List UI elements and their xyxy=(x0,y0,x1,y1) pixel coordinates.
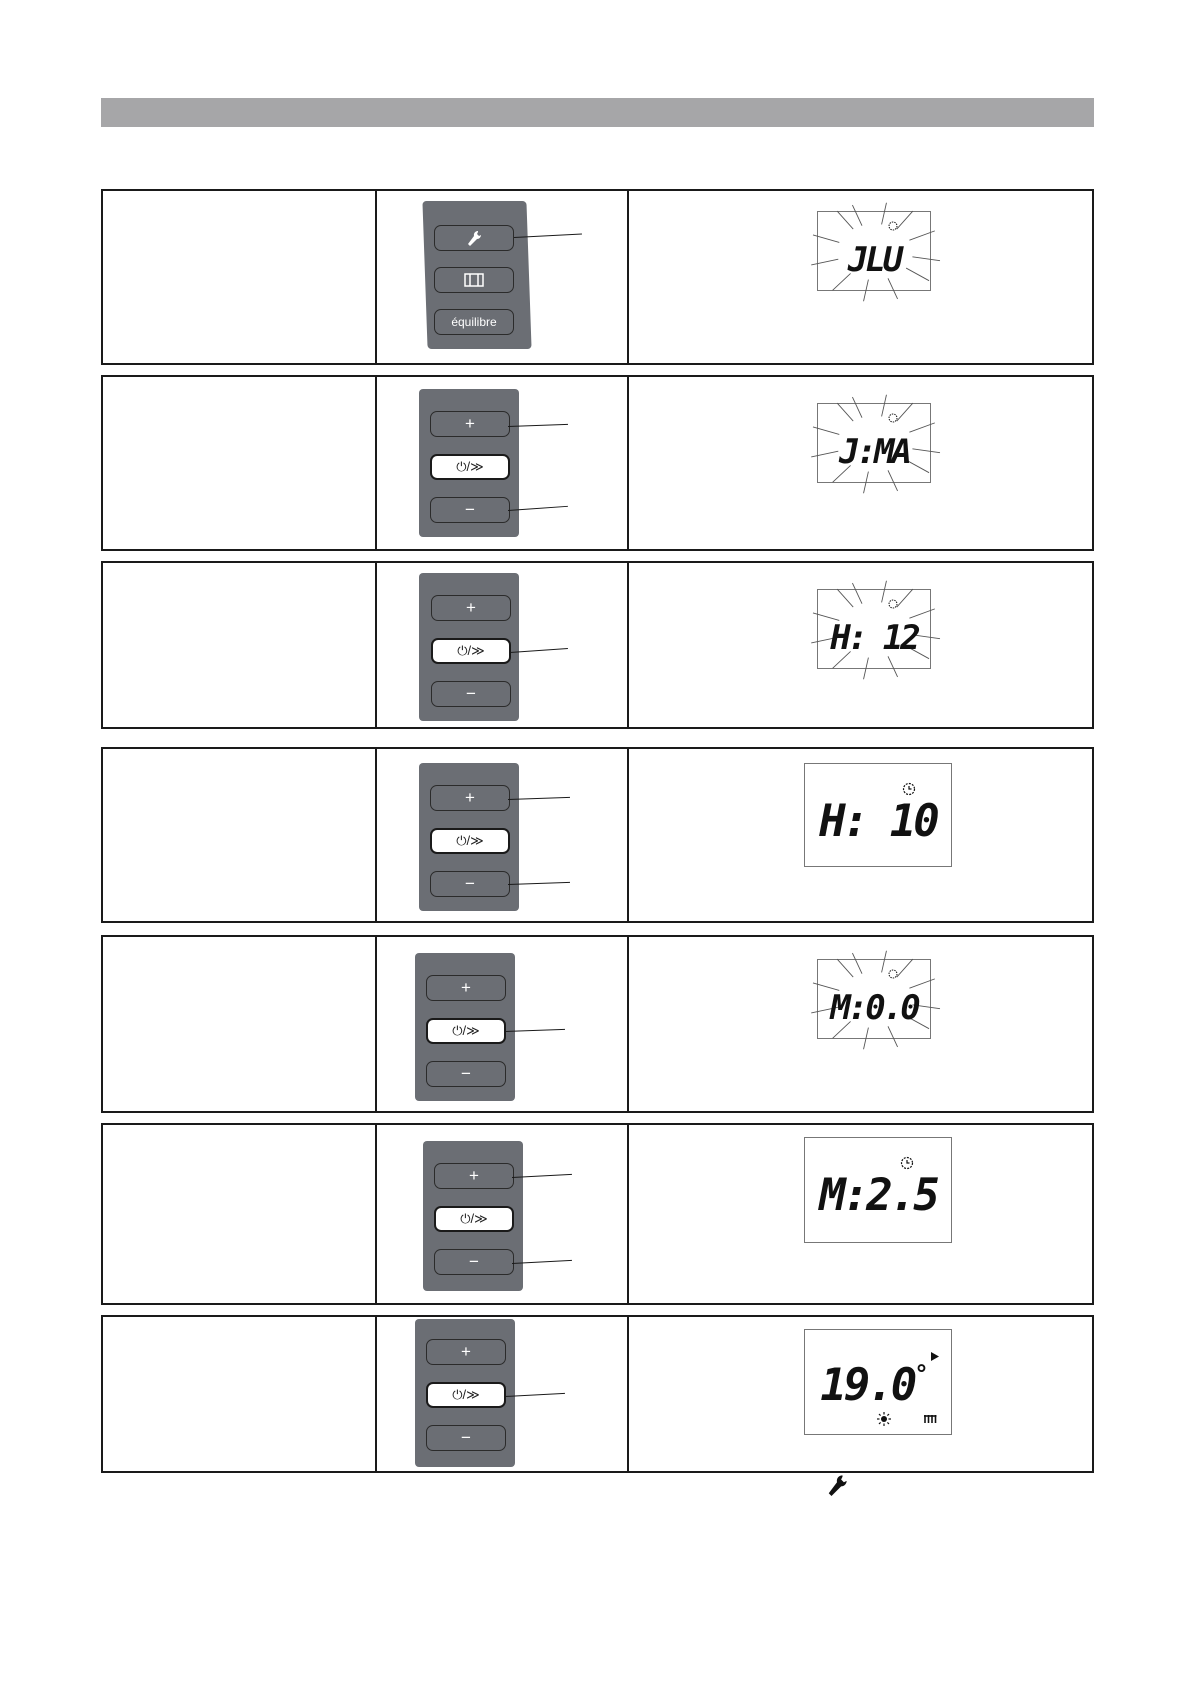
display-cell xyxy=(627,563,1092,727)
plus-button[interactable]: + xyxy=(430,411,510,437)
step-text-cell xyxy=(103,1125,375,1303)
minus-button[interactable]: − xyxy=(430,871,510,897)
step-row-1 xyxy=(101,189,1094,365)
blink-ray xyxy=(864,280,869,302)
window-icon xyxy=(464,273,484,287)
keypad-cell xyxy=(375,377,629,549)
step-text-cell xyxy=(103,937,375,1111)
blink-ray xyxy=(864,658,869,680)
lcd-value: H: 12 xyxy=(830,618,918,658)
step-row-2 xyxy=(101,375,1094,551)
plus-button[interactable]: + xyxy=(434,1163,514,1189)
plus-button[interactable]: + xyxy=(426,975,506,1001)
blink-ray xyxy=(888,1026,898,1047)
step-text-cell xyxy=(103,377,375,549)
power-comfort-button[interactable]: ⏻/≫ xyxy=(426,1018,506,1044)
display-cell xyxy=(627,749,1092,921)
blink-ray xyxy=(897,589,913,607)
wrench-icon xyxy=(826,1472,848,1498)
blink-ray xyxy=(888,470,898,491)
blink-ray xyxy=(897,959,913,977)
lcd-value: M:2.5 xyxy=(819,1170,937,1221)
blink-ray xyxy=(852,953,862,974)
lcd-value: J:MA xyxy=(839,432,909,472)
step-text-cell xyxy=(103,191,375,363)
display-cell xyxy=(627,1125,1092,1303)
blink-ray xyxy=(837,959,853,977)
lcd-value: M:0.0 xyxy=(830,988,918,1028)
blink-ray xyxy=(882,203,887,225)
minus-button[interactable]: − xyxy=(426,1425,506,1451)
blink-ray xyxy=(864,472,869,494)
power-comfort-button[interactable]: ⏻/≫ xyxy=(431,638,511,664)
clock-icon xyxy=(889,970,897,978)
blink-ray xyxy=(852,205,862,226)
blink-ray xyxy=(864,1028,869,1050)
blink-ray xyxy=(837,589,853,607)
minus-button[interactable]: − xyxy=(431,681,511,707)
wrench-icon xyxy=(466,229,482,247)
power-comfort-button[interactable]: ⏻/≫ xyxy=(434,1206,514,1232)
blink-ray xyxy=(837,211,853,229)
lcd-display xyxy=(804,763,952,867)
keypad-cell xyxy=(375,749,629,921)
minus-button[interactable]: − xyxy=(434,1249,514,1275)
step-text-cell xyxy=(103,749,375,921)
keypad-cell xyxy=(375,191,629,363)
blink-ray xyxy=(882,951,887,973)
clock-icon xyxy=(889,222,897,230)
plus-button[interactable]: + xyxy=(426,1339,506,1365)
blink-ray xyxy=(909,231,934,240)
step-text-cell xyxy=(103,1317,375,1471)
blink-ray xyxy=(852,397,862,418)
step-row-5 xyxy=(101,935,1094,1113)
minus-button[interactable]: − xyxy=(430,497,510,523)
step-row-7 xyxy=(101,1315,1094,1473)
lcd-display xyxy=(804,1137,952,1243)
plus-button[interactable]: + xyxy=(431,595,511,621)
blink-ray xyxy=(852,583,862,604)
power-comfort-button[interactable]: ⏻/≫ xyxy=(430,454,510,480)
plus-button[interactable]: + xyxy=(430,785,510,811)
clock-icon xyxy=(889,600,897,608)
keypad-cell xyxy=(375,937,629,1111)
lcd-display xyxy=(817,589,931,669)
lcd-display xyxy=(817,211,931,291)
blink-ray xyxy=(888,656,898,677)
keypad-cell xyxy=(375,1125,629,1303)
blink-ray xyxy=(882,395,887,417)
temperature-value: 19.0 xyxy=(820,1360,915,1411)
step-text-cell xyxy=(103,563,375,727)
keypad-cell xyxy=(375,563,629,727)
keypad-cell xyxy=(375,1317,629,1471)
clock-icon xyxy=(889,414,897,422)
equilibre-button[interactable]: équilibre xyxy=(434,309,514,335)
display-cell xyxy=(627,1317,1092,1471)
clock-icon xyxy=(902,782,916,796)
minus-button[interactable]: − xyxy=(426,1061,506,1087)
lcd-display xyxy=(804,1329,952,1435)
step-row-6 xyxy=(101,1123,1094,1305)
lcd-value: H: 10 xyxy=(819,796,937,847)
display-cell xyxy=(627,191,1092,363)
degree-symbol: ° xyxy=(914,1360,926,1388)
step-row-4 xyxy=(101,747,1094,923)
blink-ray xyxy=(882,581,887,603)
blink-ray xyxy=(888,278,898,299)
power-comfort-button[interactable]: ⏻/≫ xyxy=(426,1382,506,1408)
lcd-value: JLU xyxy=(847,240,901,280)
sun-icon xyxy=(877,1412,891,1426)
blink-ray xyxy=(897,403,913,421)
lcd-display xyxy=(817,403,931,483)
lcd-value xyxy=(805,1360,941,1411)
blink-ray xyxy=(909,423,934,432)
display-cell xyxy=(627,937,1092,1111)
blink-ray xyxy=(897,211,913,229)
power-comfort-button[interactable]: ⏻/≫ xyxy=(430,828,510,854)
clock-icon xyxy=(900,1156,914,1170)
radiator-icon xyxy=(923,1414,937,1424)
lcd-display xyxy=(817,959,931,1039)
step-row-3 xyxy=(101,561,1094,729)
blink-ray xyxy=(909,979,934,988)
blink-ray xyxy=(837,403,853,421)
display-cell xyxy=(627,377,1092,549)
blink-ray xyxy=(909,609,934,618)
wrench-button[interactable] xyxy=(434,225,514,251)
window-button[interactable] xyxy=(434,267,514,293)
section-header-bar xyxy=(101,98,1094,127)
